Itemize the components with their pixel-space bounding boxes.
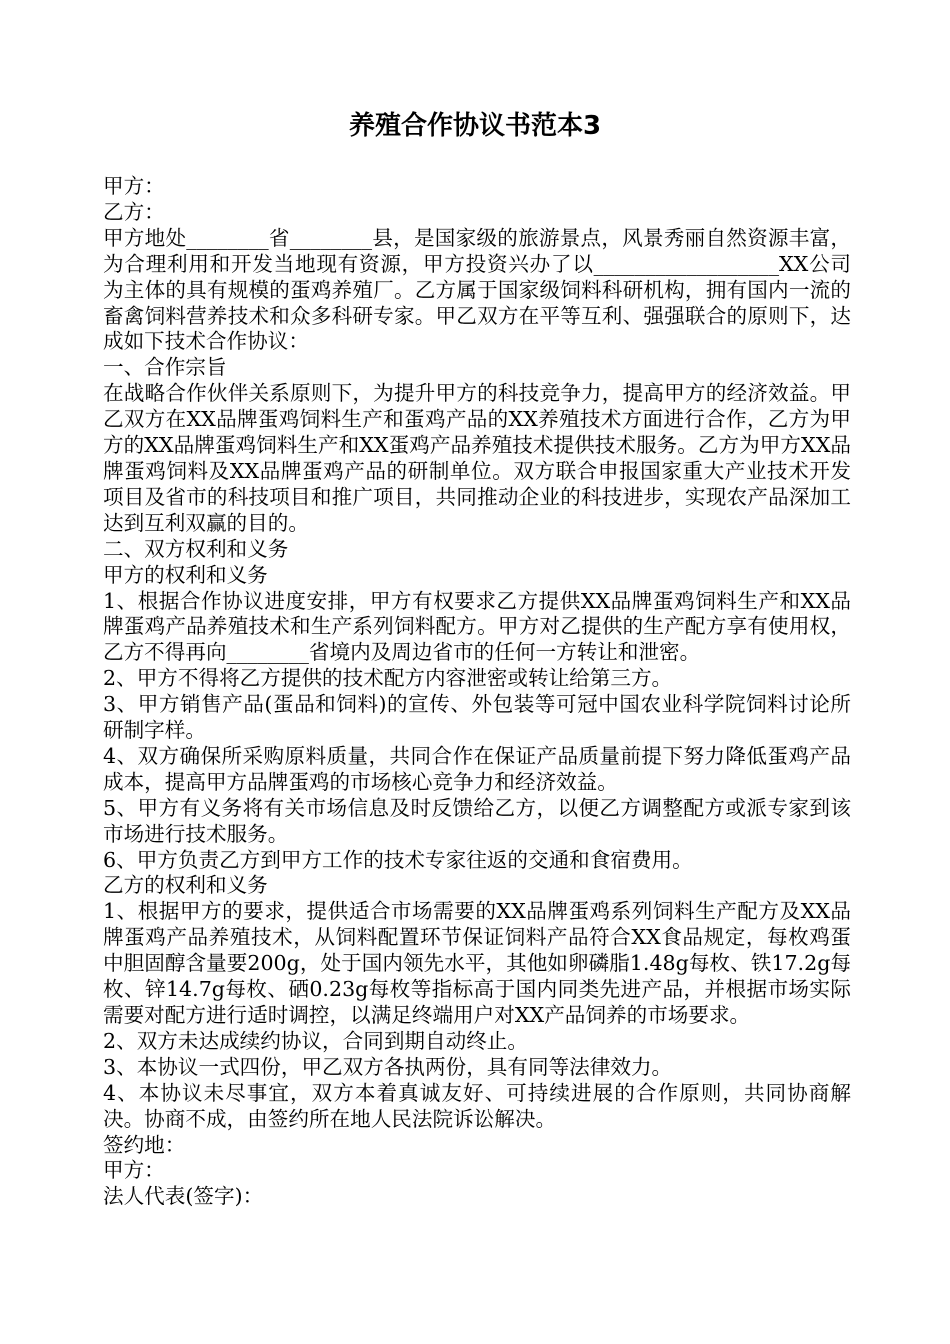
section-heading-purpose: 一、合作宗旨 [103,355,227,380]
party-a-clause-1: 1、根据合作协议进度安排，甲方有权要求乙方提供XX品牌蛋鸡饲料生产和XX品牌蛋鸡产品养殖技术和生产系列饲料配方。甲方对乙提供的生产配方享有使用权，乙方不得再向________省境内及周边省市的任何一方转让和泄密。 [103,588,851,665]
subheading-party-b-rights: 乙方的权利和义务 [103,873,268,898]
document-body [103,174,851,1210]
intro-paragraph: 甲方地处________省________县，是国家级的旅游景点，风景秀丽自然资源丰富，为合理利用和开发当地现有资源，甲方投资兴办了以__________________XX公司为主体的具有规模的蛋鸡养殖厂。乙方属于国家级饲料科研机构，拥有国内一流的畜禽饲料营养技术和众多科研专家。甲乙双方在平等互利、强强联合的原则下，达成如下技术合作协议： [103,225,851,354]
general-clause-3: 3、本协议一式四份，甲乙双方各执两份，具有同等法律效力。 [103,1054,673,1079]
section-heading-rights: 二、双方权利和义务 [103,536,289,561]
party-a-line: 甲方： [103,174,165,198]
signature-party-a-line: 甲方： [103,1158,165,1183]
party-a-clause-5: 5、甲方有义务将有关市场信息及时反馈给乙方，以便乙方调整配方或派专家到该市场进行技术服务。 [103,795,851,846]
general-clause-2: 2、双方未达成续约协议，合同到期自动终止。 [103,1028,528,1053]
party-a-clause-4: 4、双方确保所采购原料质量，共同合作在保证产品质量前提下努力降低蛋鸡产品成本，提高甲方品牌蛋鸡的市场核心竞争力和经济效益。 [103,743,851,794]
signing-place-line: 签约地： [103,1132,186,1157]
party-b-clause-1: 1、根据甲方的要求，提供适合市场需要的XX品牌蛋鸡系列饲料生产配方及XX品牌蛋鸡产品养殖技术，从饲料配置环节保证饲料产品符合XX食品规定，每枚鸡蛋中胆固醇含量要200g，处于国内领先水平，其他如卵磷脂1.48g每枚、铁17.2g每枚、锌14.7g每枚、硒0.23g每枚等指标高于国内同类先进产品，并根据市场实际需要对配方进行适时调控，以满足终端用户对XX产品饲养的市场要求。 [103,899,851,1027]
document-title: 养殖合作协议书范本3 [348,111,602,141]
party-a-clause-2: 2、甲方不得将乙方提供的技术配方内容泄密或转让给第三方。 [103,666,673,691]
party-a-clause-6: 6、甲方负责乙方到甲方工作的技术专家往返的交通和食宿费用。 [103,847,693,872]
subheading-party-a-rights: 甲方的权利和义务 [103,562,268,587]
purpose-paragraph: 在战略合作伙伴关系原则下，为提升甲方的科技竞争力，提高甲方的经济效益。甲乙双方在XX品牌蛋鸡饲料生产和蛋鸡产品的XX养殖技术方面进行合作，乙方为甲方的XX品牌蛋鸡饲料生产和XX蛋鸡产品养殖技术提供技术服务。乙方为甲方XX品牌蛋鸡饲料及XX品牌蛋鸡产品的研制单位。双方联合申报国家重大产业技术开发项目及省市的科技项目和推广项目，共同推动企业的科技进步，实现农产品深加工达到互利双赢的目的。 [103,381,851,535]
legal-representative-line: 法人代表(签字)： [103,1184,264,1209]
party-b-line: 乙方： [103,199,165,224]
party-a-clause-3: 3、甲方销售产品(蛋品和饲料)的宣传、外包装等可冠中国农业科学院饲料讨论所研制字样。 [103,692,851,743]
general-clause-4: 4、本协议未尽事宜，双方本着真诚友好、可持续进展的合作原则，共同协商解决。协商不成，由签约所在地人民法院诉讼解决。 [103,1080,851,1131]
